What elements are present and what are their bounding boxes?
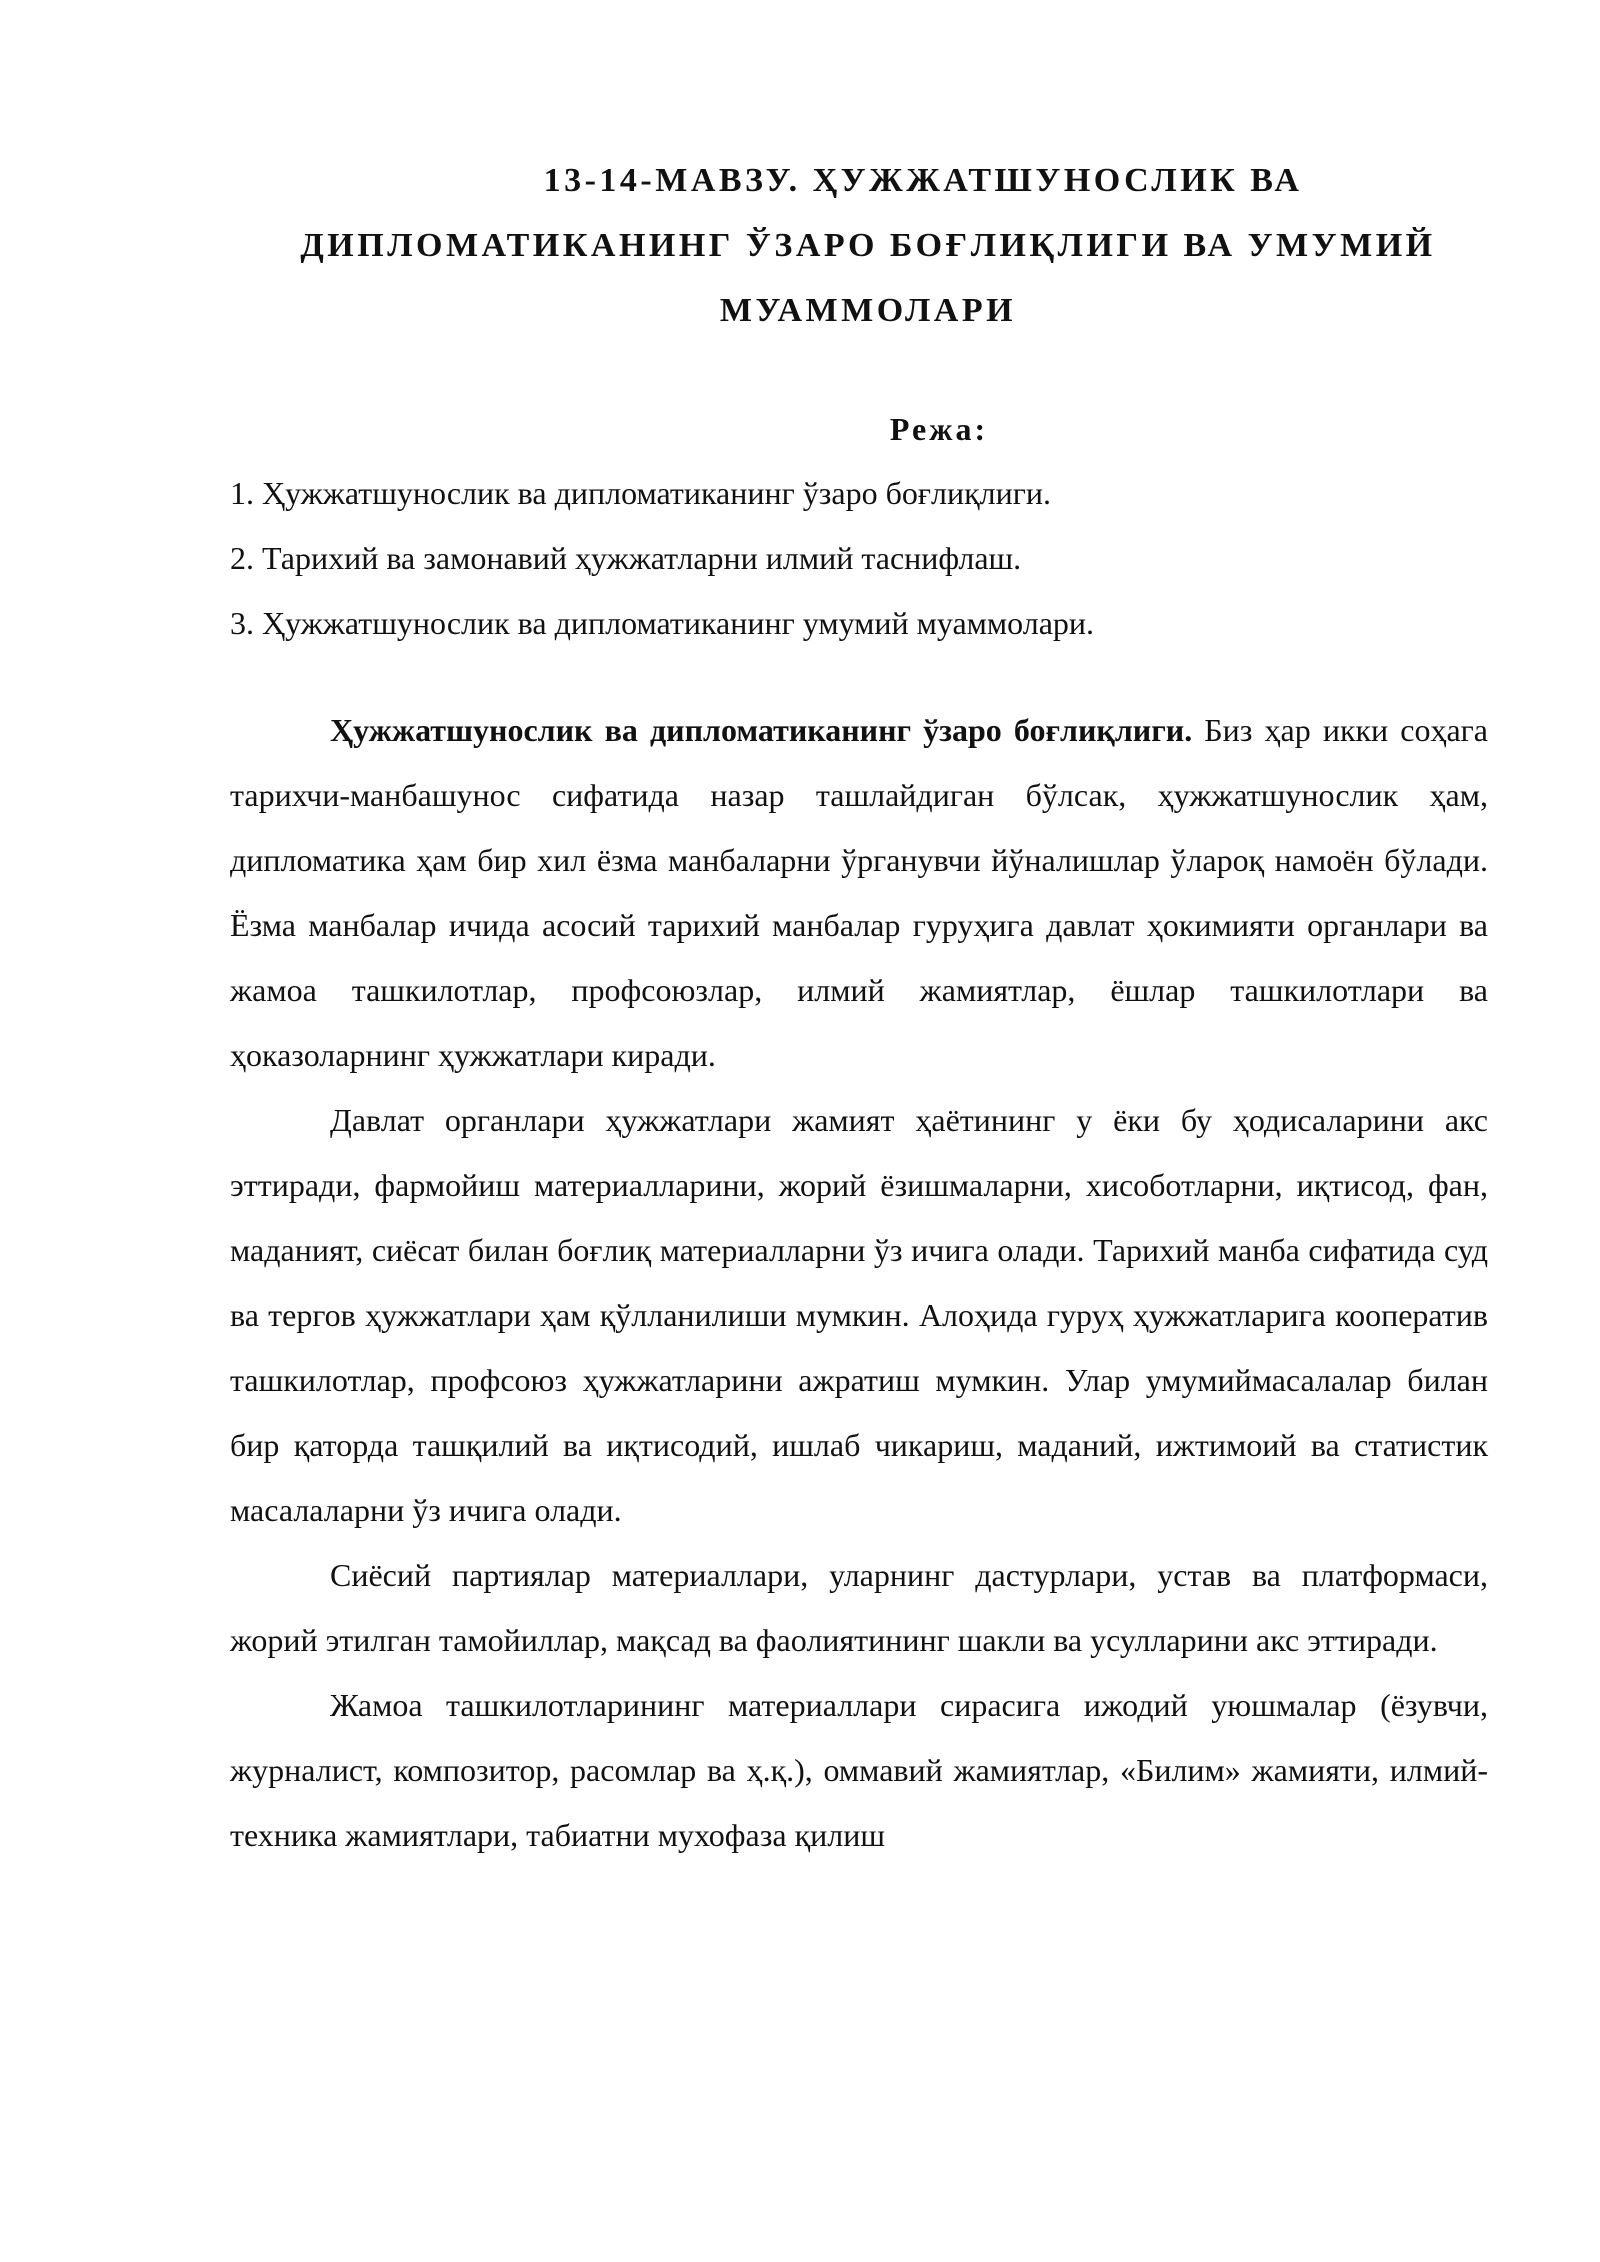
document-title xyxy=(230,148,1488,343)
title-line-1: 13-14-МАВЗУ. ҲУЖЖАТШУНОСЛИК ВА xyxy=(543,162,1303,199)
body-text xyxy=(230,698,1488,1868)
plan-item: 2. Тарихий ва замонавий ҳужжатларни илмий таснифлаш. xyxy=(230,540,1022,576)
paragraph-4 xyxy=(230,1673,1488,1868)
title-line-3: МУАММОЛАРИ xyxy=(719,292,1017,329)
paragraph-1 xyxy=(230,698,1488,1088)
paragraph-3 xyxy=(230,1543,1488,1673)
plan-list xyxy=(230,461,1488,656)
plan-heading: Режа: xyxy=(889,411,989,447)
title-line-2: ДИПЛОМАТИКАНИНГ ЎЗАРО БОҒЛИҚЛИГИ ВА УМУМИЙ xyxy=(300,227,1436,264)
paragraph-text: Жамоа ташкилотларининг материаллари сирасига ижодий уюшмалар (ёзувчи, журналист, композитор, расомлар ва ҳ.қ.), оммавий жамиятлар, «Билим» жамияти, илмий-техника жамиятлари, табиатни мухофаза қилиш xyxy=(230,1687,1488,1853)
paragraph-2 xyxy=(230,1088,1488,1543)
paragraph-text: Биз ҳар икки соҳага тарихчи-манбашунос сифатида назар ташлайдиган бўлсак, ҳужжатшунослик ҳам, дипломатика ҳам бир хил ёзма манбаларни ўрганувчи йўналишлар ўлароқ намоён бўлади. Ёзма манбалар ичида асосий тарихий манбалар гуруҳига давлат ҳокимияти органлари ва жамоа ташкилотлар, профсоюзлар, илмий жамиятлар, ёшлар ташкилотлари ва ҳоказоларнинг ҳужжатлари киради. xyxy=(230,712,1489,1073)
paragraph-text: Сиёсий партиялар материаллари, уларнинг дастурлари, устав ва платформаси, жорий этилган тамойиллар, мақсад ва фаолиятининг шакли ва усулларини акс эттиради. xyxy=(230,1557,1488,1658)
paragraph-lead: Ҳужжатшунослик ва дипломатиканинг ўзаро боғлиқлиги. xyxy=(330,712,1193,748)
plan-item: 1. Ҳужжатшунослик ва дипломатиканинг ўзаро боғлиқлиги. xyxy=(230,475,1051,511)
paragraph-text: Давлат органлари ҳужжатлари жамият ҳаётининг у ёки бу ҳодисаларини акс эттиради, фармойиш материалларини, жорий ёзишмаларни, хисоботларни, иқтисод, фан, маданият, сиёсат билан боғлиқ материалларни ўз ичига олади. Тарихий манба сифатида суд ва тергов ҳужжатлари ҳам қўлланилиши мумкин. Алоҳида гуруҳ ҳужжатларига кооператив ташкилотлар, профсоюз ҳужжатларини ажратиш мумкин. Улар умумиймасалалар билан бир қаторда ташқилий ва иқтисодий, ишлаб чикариш, маданий, ижтимоий ва статистик масалаларни ўз ичига олади. xyxy=(230,1102,1488,1528)
plan-item: 3. Ҳужжатшунослик ва дипломатиканинг умумий муаммолари. xyxy=(230,605,1095,641)
